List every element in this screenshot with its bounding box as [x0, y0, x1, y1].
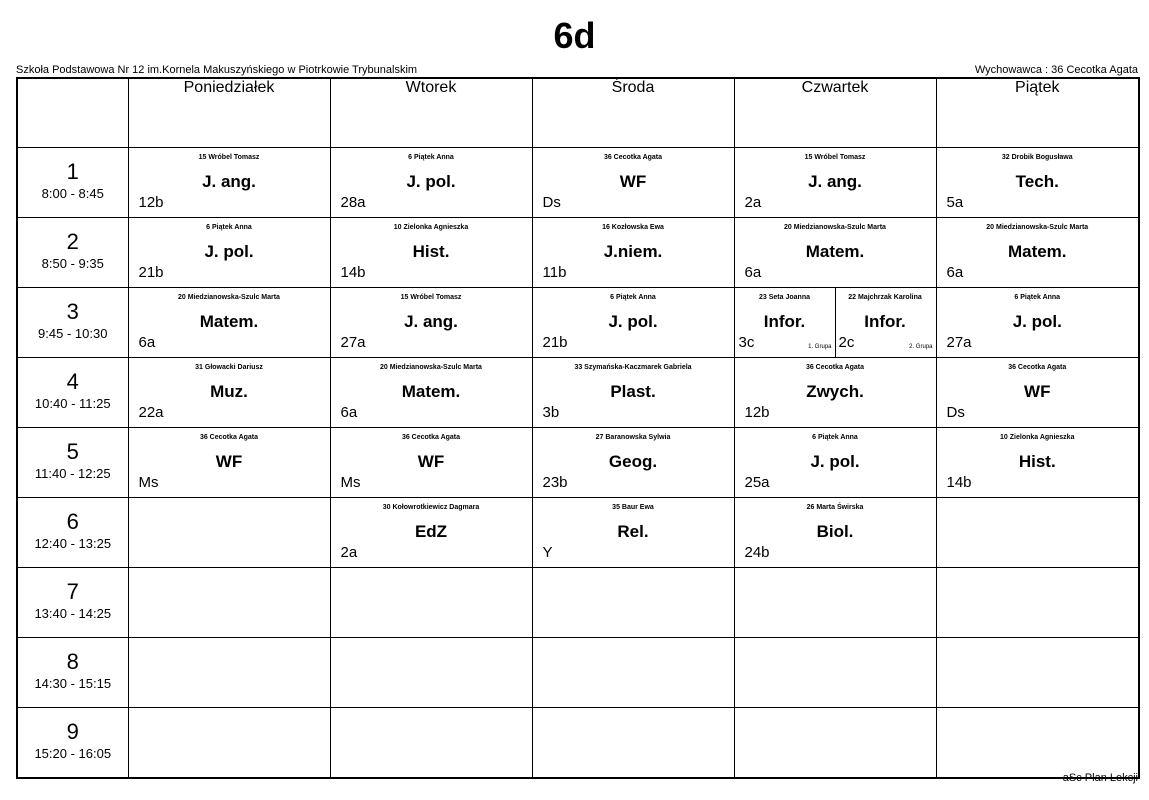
lesson-subject: J. pol.	[204, 241, 254, 261]
lesson-teacher: 6 Piątek Anna	[1014, 293, 1061, 301]
lesson-subject: Matem.	[401, 381, 461, 401]
lesson-teacher: 27 Baranowska Sylwia	[595, 433, 671, 441]
lesson-teacher: 36 Cecotka Agata	[1008, 363, 1067, 371]
lesson-room: 2a	[340, 543, 358, 561]
lesson-cell-friday	[936, 707, 1139, 778]
empty-lesson	[129, 638, 330, 707]
lesson	[533, 288, 734, 357]
lesson-teacher: 10 Zielonka Agnieszka	[1000, 433, 1075, 441]
lesson-teacher: 6 Piątek Anna	[812, 433, 858, 441]
lesson-subject: J. ang.	[202, 171, 256, 191]
lesson-cell-monday	[128, 217, 330, 287]
lesson	[331, 428, 532, 497]
lesson-teacher: 32 Drobik Bogusława	[1001, 153, 1073, 161]
lesson	[735, 358, 936, 427]
day-header-wednesday: Środa	[532, 78, 734, 147]
lesson-cell-tuesday	[330, 497, 532, 567]
period-number: 8	[66, 648, 79, 674]
lesson-cell-wednesday	[532, 357, 734, 427]
lesson-teacher: 15 Wróbel Tomasz	[804, 153, 866, 161]
lesson-room: Ds	[946, 403, 965, 421]
lesson-cell-friday	[936, 497, 1139, 567]
lesson-room: 2c	[838, 333, 855, 351]
period-time: 13:40 - 14:25	[34, 605, 112, 621]
lesson-room: 12b	[744, 403, 770, 421]
lesson-subject: Matem.	[1007, 241, 1067, 261]
lesson-cell-friday	[936, 217, 1139, 287]
period-row	[17, 287, 1139, 357]
lesson-cell-wednesday	[532, 637, 734, 707]
lesson-cell-thursday	[734, 427, 936, 497]
lesson-cell-tuesday	[330, 637, 532, 707]
lesson-room: 28a	[340, 193, 366, 211]
lesson	[129, 358, 330, 427]
lesson-subject: Muz.	[210, 381, 248, 401]
lesson-room: 6a	[946, 263, 964, 281]
empty-lesson	[331, 708, 532, 777]
lesson-room: 3b	[542, 403, 560, 421]
lesson-teacher: 36 Cecotka Agata	[805, 363, 865, 371]
lesson-teacher: 33 Szymańska-Kaczmarek Gabriela	[574, 363, 692, 371]
group-label: 1. Grupa	[808, 343, 832, 350]
lesson-teacher: 6 Piątek Anna	[408, 153, 454, 161]
lesson	[735, 288, 936, 357]
lesson-cell-tuesday	[330, 147, 532, 217]
empty-lesson	[129, 568, 330, 637]
lesson-cell-thursday	[734, 707, 936, 778]
lesson-cell-friday	[936, 147, 1139, 217]
lesson-teacher: 23 Seta Joanna	[759, 293, 810, 301]
period-number: 7	[66, 578, 79, 604]
lesson-subject: Geog.	[608, 451, 658, 471]
day-header-row	[17, 78, 1139, 147]
lesson-cell-thursday	[734, 147, 936, 217]
lesson	[533, 218, 734, 287]
lesson-teacher: 31 Głowacki Dariusz	[195, 363, 263, 371]
lesson	[735, 218, 936, 287]
lesson-cell-monday	[128, 357, 330, 427]
lesson-subject: WF	[1024, 381, 1051, 401]
lesson-room: 22a	[138, 403, 164, 421]
lesson-subject: Infor.	[763, 311, 806, 331]
lesson-room: Ds	[542, 193, 561, 211]
lesson-subject: Hist.	[412, 241, 450, 261]
empty-lesson	[735, 708, 936, 777]
lesson-room: 14b	[946, 473, 972, 491]
lesson-subject: WF	[619, 171, 647, 191]
group-lesson	[835, 288, 936, 357]
lesson-subject: Rel.	[617, 521, 649, 541]
lesson-cell-tuesday	[330, 287, 532, 357]
lesson-cell-wednesday	[532, 427, 734, 497]
lesson-subject: Tech.	[1015, 171, 1059, 191]
day-header-monday: Poniedziałek	[128, 78, 330, 147]
lesson-subject: Plast.	[610, 381, 656, 401]
period-time: 8:00 - 8:45	[41, 185, 104, 201]
lesson-teacher: 6 Piątek Anna	[206, 223, 252, 231]
lesson-subject: Zwych.	[806, 381, 864, 401]
lesson-teacher: 6 Piątek Anna	[610, 293, 656, 301]
period-time: 11:40 - 12:25	[34, 465, 111, 481]
lesson-room: 21b	[542, 333, 568, 351]
lesson-cell-thursday	[734, 217, 936, 287]
lesson-room: Ms	[340, 473, 361, 491]
lesson-room: 12b	[138, 193, 164, 211]
lesson-cell-wednesday	[532, 217, 734, 287]
lesson-cell-tuesday	[330, 217, 532, 287]
lesson	[533, 358, 734, 427]
lesson-subject: Matem.	[199, 311, 259, 331]
lesson-cell-monday	[128, 637, 330, 707]
lesson-cell-wednesday	[532, 147, 734, 217]
period-cell	[17, 427, 128, 497]
lesson-room: 21b	[138, 263, 164, 281]
lesson	[937, 218, 1139, 287]
lesson-cell-tuesday	[330, 707, 532, 778]
lesson-teacher: 15 Wróbel Tomasz	[400, 293, 462, 301]
period-row	[17, 217, 1139, 287]
day-header-thursday: Czwartek	[734, 78, 936, 147]
period-time: 15:20 - 16:05	[34, 745, 112, 761]
empty-lesson	[937, 568, 1139, 637]
lesson-cell-monday	[128, 287, 330, 357]
period-number: 4	[66, 368, 79, 394]
lesson-cell-thursday	[734, 287, 936, 357]
lesson-teacher: 22 Majchrzak Karolina	[848, 293, 922, 301]
lesson-subject: EdZ	[414, 521, 448, 541]
lesson	[735, 498, 936, 567]
lesson-subject: Infor.	[864, 311, 906, 331]
lesson-room: 27a	[340, 333, 366, 351]
lesson-cell-friday	[936, 637, 1139, 707]
lesson-subject: J. pol.	[810, 451, 860, 471]
lesson	[937, 358, 1139, 427]
lesson-teacher: 15 Wróbel Tomasz	[198, 153, 260, 161]
lesson-subject: Matem.	[805, 241, 865, 261]
lesson	[129, 288, 330, 357]
school-name: Szkoła Podstawowa Nr 12 im.Kornela Makuszyńskiego w Piotrkowie Trybunalskim	[16, 64, 418, 76]
lesson	[937, 148, 1139, 217]
lesson-teacher: 35 Baur Ewa	[612, 503, 654, 511]
empty-lesson	[937, 498, 1139, 567]
lesson-subject: WF	[417, 451, 445, 471]
period-time: 9:45 - 10:30	[38, 325, 108, 341]
lesson	[937, 288, 1139, 357]
lesson-room: 2a	[744, 193, 762, 211]
lesson-room: 23b	[542, 473, 568, 491]
timetable	[16, 77, 1140, 779]
lesson-teacher: 26 Marta Świrska	[806, 503, 864, 511]
period-cell	[17, 637, 128, 707]
lesson-room: 27a	[946, 333, 972, 351]
empty-lesson	[129, 498, 330, 567]
lesson-room: 14b	[340, 263, 366, 281]
lesson-subject: J. ang.	[404, 311, 458, 331]
lesson-cell-tuesday	[330, 567, 532, 637]
lesson-subject: WF	[215, 451, 243, 471]
period-row	[17, 707, 1139, 778]
lesson-room: 3c	[738, 333, 755, 351]
lesson-room: 24b	[744, 543, 770, 561]
empty-lesson	[533, 568, 734, 637]
empty-lesson	[735, 568, 936, 637]
period-number: 6	[66, 508, 79, 534]
lesson-cell-wednesday	[532, 287, 734, 357]
lesson-cell-friday	[936, 357, 1139, 427]
period-number: 1	[66, 158, 79, 184]
lesson-teacher: 20 Miedzianowska-Szulc Marta	[986, 223, 1089, 231]
empty-lesson	[533, 708, 734, 777]
lesson-cell-monday	[128, 147, 330, 217]
empty-lesson	[331, 568, 532, 637]
lesson-room: 6a	[138, 333, 156, 351]
lesson	[331, 498, 532, 567]
lesson	[533, 498, 734, 567]
lesson	[129, 148, 330, 217]
period-cell	[17, 147, 128, 217]
lesson-subject: Biol.	[816, 521, 854, 541]
lesson-subject: J. ang.	[808, 171, 862, 191]
lesson-subject: J. pol.	[1012, 311, 1062, 331]
lesson	[129, 428, 330, 497]
lesson	[533, 148, 734, 217]
period-row	[17, 427, 1139, 497]
empty-lesson	[735, 638, 936, 707]
lesson	[331, 148, 532, 217]
lesson-teacher: 10 Zielonka Agnieszka	[393, 223, 469, 231]
period-number: 5	[66, 438, 79, 464]
lesson	[331, 218, 532, 287]
lesson-teacher: 36 Cecotka Agata	[401, 433, 461, 441]
lesson-cell-wednesday	[532, 497, 734, 567]
lesson-room: 6a	[340, 403, 358, 421]
lesson-cell-monday	[128, 497, 330, 567]
lesson-cell-friday	[936, 287, 1139, 357]
period-cell	[17, 287, 128, 357]
lesson-room: 25a	[744, 473, 770, 491]
lesson-cell-friday	[936, 427, 1139, 497]
lesson-cell-friday	[936, 567, 1139, 637]
lesson-subject: J.niem.	[603, 241, 663, 261]
lesson	[129, 218, 330, 287]
period-time: 8:50 - 9:35	[41, 255, 104, 271]
empty-lesson	[937, 638, 1139, 707]
empty-lesson	[937, 708, 1139, 777]
lesson-cell-monday	[128, 567, 330, 637]
group-label: 2. Grupa	[909, 343, 933, 350]
period-row	[17, 497, 1139, 567]
lesson-cell-tuesday	[330, 357, 532, 427]
lesson-subject: J. pol.	[608, 311, 658, 331]
lesson	[735, 428, 936, 497]
lesson-cell-wednesday	[532, 567, 734, 637]
period-cell	[17, 217, 128, 287]
empty-lesson	[331, 638, 532, 707]
period-time: 10:40 - 11:25	[34, 395, 111, 411]
lesson	[533, 428, 734, 497]
lesson-teacher: 20 Miedzianowska-Szulc Marta	[178, 293, 280, 301]
period-row	[17, 637, 1139, 707]
class-title: 6d	[553, 15, 596, 56]
lesson-teacher: 16 Kozłowska Ewa	[602, 223, 664, 231]
lesson-subject: Hist.	[1018, 451, 1056, 471]
lesson-teacher: 20 Miedzianowska-Szulc Marta	[380, 363, 482, 371]
period-time: 14:30 - 15:15	[34, 675, 112, 691]
lesson-cell-tuesday	[330, 427, 532, 497]
empty-lesson	[533, 638, 734, 707]
lesson-room: 11b	[542, 263, 567, 281]
lesson-teacher: 30 Kołowrotkiewicz Dagmara	[382, 503, 480, 511]
lesson-cell-thursday	[734, 637, 936, 707]
period-time: 12:40 - 13:25	[34, 535, 112, 551]
corner-cell	[17, 78, 128, 147]
lesson-teacher: 20 Miedzianowska-Szulc Marta	[784, 223, 886, 231]
lesson	[331, 288, 532, 357]
lesson-cell-thursday	[734, 567, 936, 637]
footer-credit: aSc Plan Lekcji	[1062, 772, 1138, 784]
period-row	[17, 357, 1139, 427]
lesson-teacher: 36 Cecotka Agata	[199, 433, 259, 441]
lesson-room: 6a	[744, 263, 762, 281]
lesson-cell-wednesday	[532, 707, 734, 778]
lesson-cell-thursday	[734, 497, 936, 567]
period-number: 2	[66, 228, 79, 254]
lesson-teacher: 36 Cecotka Agata	[603, 153, 663, 161]
lesson-room: Ms	[138, 473, 159, 491]
lesson-room: Y	[542, 543, 553, 561]
lesson-room: 5a	[946, 193, 964, 211]
period-cell	[17, 497, 128, 567]
lesson	[331, 358, 532, 427]
period-row	[17, 147, 1139, 217]
period-row	[17, 567, 1139, 637]
period-cell	[17, 357, 128, 427]
lesson-cell-thursday	[734, 357, 936, 427]
period-number: 9	[66, 718, 79, 744]
group-lesson	[735, 288, 836, 357]
period-cell	[17, 707, 128, 778]
period-cell	[17, 567, 128, 637]
day-header-friday: Piątek	[936, 78, 1139, 147]
lesson	[937, 428, 1139, 497]
empty-lesson	[129, 708, 330, 777]
lesson-cell-monday	[128, 707, 330, 778]
day-header-tuesday: Wtorek	[330, 78, 532, 147]
form-teacher: Wychowawca : 36 Cecotka Agata	[974, 64, 1138, 76]
period-number: 3	[66, 298, 79, 324]
lesson-subject: J. pol.	[406, 171, 456, 191]
lesson-cell-monday	[128, 427, 330, 497]
lesson	[735, 148, 936, 217]
